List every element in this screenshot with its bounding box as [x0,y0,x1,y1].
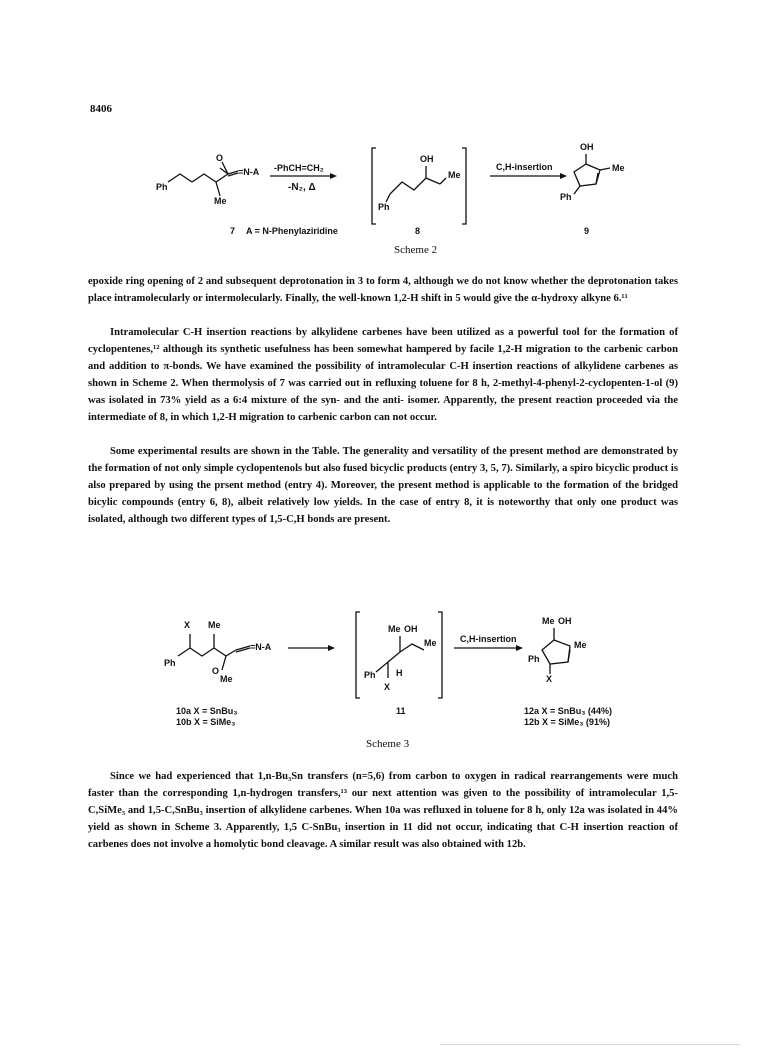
paragraph-1: epoxide ring opening of 2 and subsequent deprotonation in 3 to form 4, although we do not know whether the deprotonation takes place intramolecularly or intermolecularly. Finally, the well-known 1,2-H shift in 5 would give the α-hydroxy alkyne 6.¹¹ [88,276,678,305]
atom-me: Me [208,620,221,630]
compound-7-label: 7 [230,226,236,236]
atom-me: Me [542,616,555,626]
reagent-bottom: -N₂, Δ [288,182,316,193]
compound-7-structure [168,162,238,196]
scheme-2-caption: Scheme 2 [394,244,438,256]
atom-ph: Ph [560,192,572,202]
page-number: 8406 [90,103,112,115]
page-edge-line [440,1044,740,1045]
atom-na: =N-A [250,642,272,652]
scheme-2 [150,138,690,288]
atom-ph: Ph [528,654,540,664]
atom-me: Me [214,196,227,206]
atom-oh: OH [580,142,594,152]
compound-10a-label: 10a X = SnBu₃ [176,706,238,716]
compound-10-structure [178,634,250,670]
atom-ph: Ph [156,182,168,192]
atom-na: =N-A [238,167,260,177]
compound-9-label: 9 [584,226,590,236]
paragraph-3: Some experimental results are shown in the Table. The generality and versatility of the present method are demonstrated by the formation of not only simple cyclopentenols but also fused bicyclic products (entry 3, 5, 7). Similarly, a spiro bicyclic product is also prepared by using the prsent method (entry 4). Moreover, the present method is applicable to the formation of the bridged bicylic compounds (entry 6, 8), albeit relatively low yields. In the case of entry 8, it is noteworthy that only one product was isolated, although two different types of 1,5-C,H bonds are present. [88,446,678,526]
reagent-top: -PhCH=CH₂ [274,163,324,173]
atom-x: X [384,682,391,692]
atom-ph: Ph [378,202,390,212]
atom-x: X [546,674,553,684]
scheme-3-drawing [160,606,680,766]
scheme-3-caption: Scheme 3 [366,738,410,750]
compound-9-structure [574,154,610,194]
scheme-3 [160,606,680,766]
atom-x: X [184,620,191,630]
compound-8-label: 8 [415,226,421,236]
compound-11-label: 11 [396,706,406,716]
compound-12a-label: 12a X = SnBu₃ (44%) [524,706,612,716]
insertion-label: C,H-insertion [496,162,553,172]
compound-10b-label: 10b X = SiMe₃ [176,717,236,727]
atom-ph: Ph [164,658,176,668]
atom-o: O [216,153,224,163]
atom-h: H [396,668,403,678]
compound-12b-label: 12b X = SiMe₃ (91%) [524,717,610,727]
compound-7-definition: A = N-Phenylaziridine [246,226,338,236]
atom-me: Me [424,638,437,648]
compound-12-structure [542,628,570,674]
atom-oh: OH [420,154,434,164]
atom-o: O [212,666,220,676]
atom-me: Me [612,163,625,173]
atom-oh: OH [404,624,418,634]
paragraph-4: Since we had experienced that 1,n-Bu₃Sn transfers (n=5,6) from carbon to oxygen in radical rearrangements were much faster than the corresponding 1,n-hydrogen transfers,¹³ our next attention was given to the possibility of intramolecular 1,5-C,SiMe₃ and 1,5-C,SnBu₃ insertion of alkylidene carbenes. When 10a was refluxed in toluene for 8 h, only 12a was isolated in 44% yield as shown in Scheme 3. Apparently, 1,5 C-SnBu₃ insertion in 11 did not occur, indicating that C-H insertion reaction of carbenes does not involve a homolytic bond cleavage. A similar result was also obtained with 12b. [88,771,678,851]
insertion-label: C,H-insertion [460,634,517,644]
atom-me: Me [574,640,587,650]
atom-me: Me [220,674,233,684]
atom-ph: Ph [364,670,376,680]
atom-me: Me [448,170,461,180]
atom-me: Me [388,624,401,634]
atom-oh: OH [558,616,572,626]
paragraph-2: Intramolecular C-H insertion reactions by alkylidene carbenes have been utilized as a powerful tool for the formation of cyclopentenes,¹² although its synthetic usefulness has been somewhat hampered by facile 1,2-H migration to the carbenic carbon and addition to π-bonds. We have examined the possibility of intramolecular C-H insertion reactions of alkylidene carbenes as shown in Scheme 2. When thermolysis of 7 was carried out in refluxing toluene for 8 h, 2-methyl-4-phenyl-2-cyclopenten-1-ol (9) was isolated in 73% yield as a 6:4 mixture of the syn- and the anti- isomer. Apparently, the present reaction proceeded via the intermediate of 8, in which 1,2-H migration to carbenic carbon can not occur. [88,327,678,424]
compound-8-structure [386,166,446,202]
